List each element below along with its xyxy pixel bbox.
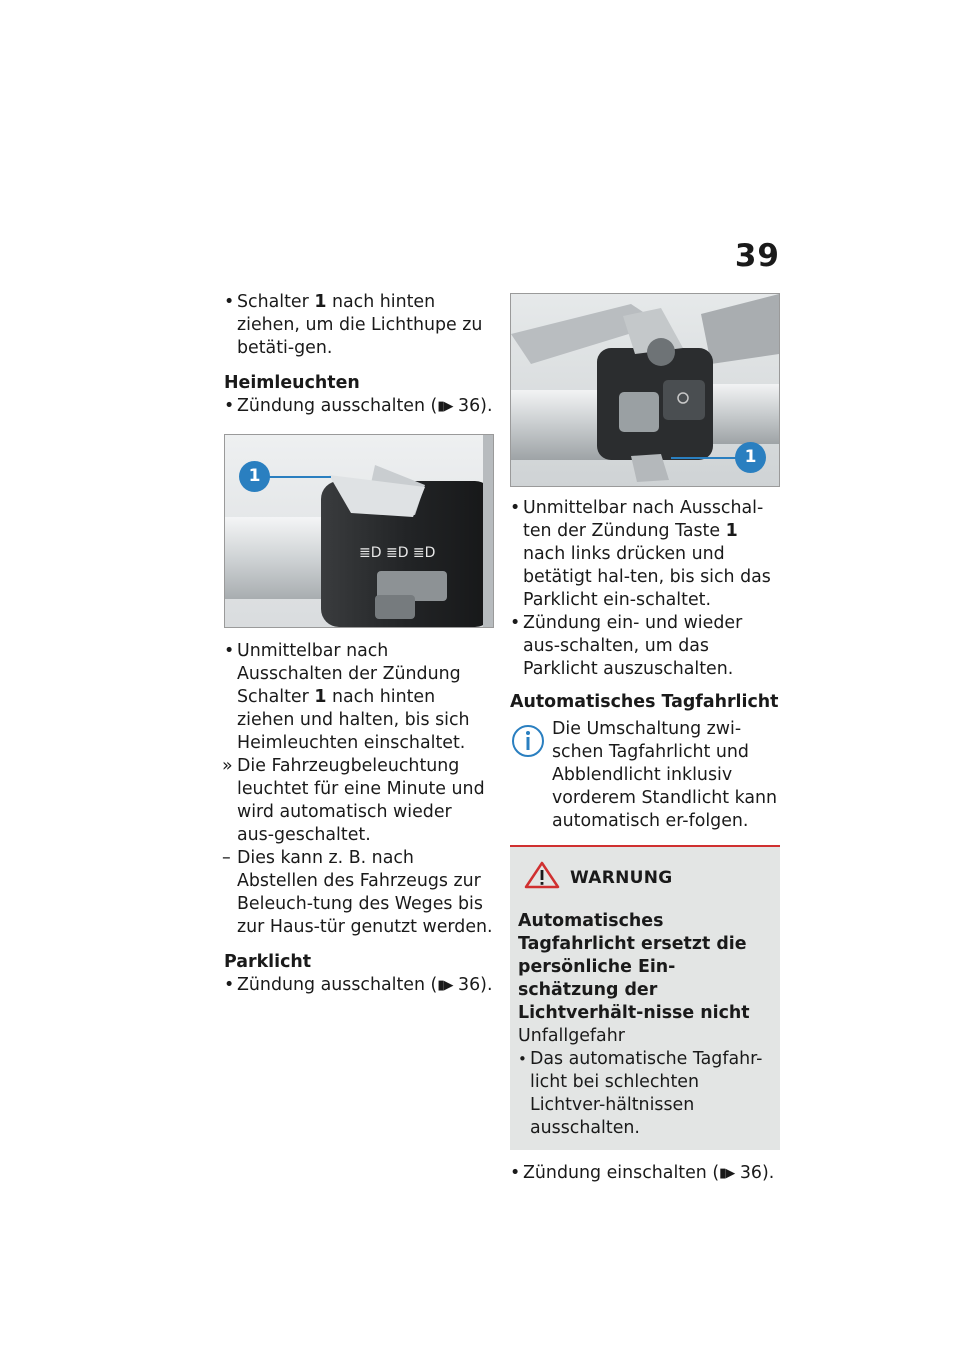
result-arrow-icon: » — [222, 756, 233, 776]
warning-box — [510, 845, 780, 1150]
list-item: • Zündung ausschalten (▮▶ 36). — [224, 975, 493, 995]
handlebar-switch-illustration — [225, 435, 493, 627]
bullet-icon: • — [518, 1050, 527, 1068]
page-reference-arrow-icon: ▮▶ — [437, 399, 453, 414]
section-heading-parklicht: Parklicht — [224, 952, 312, 972]
page-reference[interactable]: 36). — [739, 1163, 775, 1183]
list-item: • Unmittelbar nach Ausschal-ten der Zündung Taste 1 nach links drücken und betätigt hal-ten, bis sich das Parklicht ein-schaltet. — [510, 498, 771, 610]
section-heading-heimleuchten: Heimleuchten — [224, 373, 360, 393]
callout-line — [267, 476, 331, 478]
handlebar-switch-image — [224, 434, 494, 628]
warning-item: • Das automatische Tagfahr-licht bei schlechten Lichtver-hältnissen ausschalten. — [518, 1049, 763, 1138]
bullet-icon: • — [224, 641, 235, 661]
svg-text:≣D ≣D ≣D: ≣D ≣D ≣D — [359, 545, 436, 561]
list-item: • Zündung ausschalten (▮▶ 36). — [224, 396, 493, 416]
list-item: • Zündung einschalten (▮▶ 36). — [510, 1163, 775, 1183]
bullet-icon: • — [510, 498, 521, 518]
bullet-icon: • — [224, 396, 235, 416]
warning-risk: Unfallgefahr — [518, 1026, 625, 1046]
callout-line — [671, 457, 739, 459]
warning-triangle-icon — [524, 861, 560, 896]
list-item: • Zündung ein- und wieder aus-schalten, um das Parklicht auszuschalten. — [510, 613, 743, 679]
info-note: Die Umschaltung zwi-schen Tagfahrlicht und Abblendlicht inklusiv vorderem Standlicht kann automatisch er-folgen. — [510, 718, 780, 833]
page-reference-arrow-icon: ▮▶ — [437, 978, 453, 993]
page-number: 39 — [734, 238, 780, 274]
page-reference-arrow-icon: ▮▶ — [719, 1166, 735, 1181]
page-reference[interactable]: 36). — [458, 396, 493, 416]
note-item: – Dies kann z. B. nach Abstellen des Fahrzeugs zur Beleuch-tung des Weges bis zur Haus-tür genutzt werden. — [222, 848, 493, 937]
callout-badge: 1 — [239, 461, 270, 492]
warning-title — [524, 861, 770, 896]
result-item: » Die Fahrzeugbeleuchtung leuchtet für eine Minute und wird automatisch wieder aus-geschaltet. — [222, 756, 485, 845]
callout-badge: 1 — [735, 442, 766, 473]
control-unit-image — [510, 293, 780, 487]
warning-heading: Automatisches Tagfahrlicht ersetzt die persönliche Ein-schätzung der Lichtverhält-nisse nicht — [518, 911, 750, 1023]
list-item: • Schalter 1 nach hinten ziehen, um die Lichthupe zu betäti-gen. — [224, 292, 483, 358]
bullet-icon: • — [510, 613, 521, 633]
info-icon — [510, 720, 546, 767]
bullet-icon: • — [224, 292, 235, 312]
left-column — [224, 291, 494, 997]
section-heading-tagfahrlicht: Automatisches Tagfahrlicht — [510, 692, 779, 712]
right-column — [510, 293, 780, 1185]
bullet-icon: • — [510, 1163, 521, 1183]
dash-icon: – — [222, 848, 231, 868]
warning-label: WARNUNG — [570, 868, 673, 888]
bullet-icon: • — [224, 975, 235, 995]
page-reference[interactable]: 36). — [458, 975, 493, 995]
list-item: • Unmittelbar nach Ausschalten der Zündung Schalter 1 nach hinten ziehen und halten, bis sich Heimleuchten einschaltet. — [224, 641, 470, 753]
